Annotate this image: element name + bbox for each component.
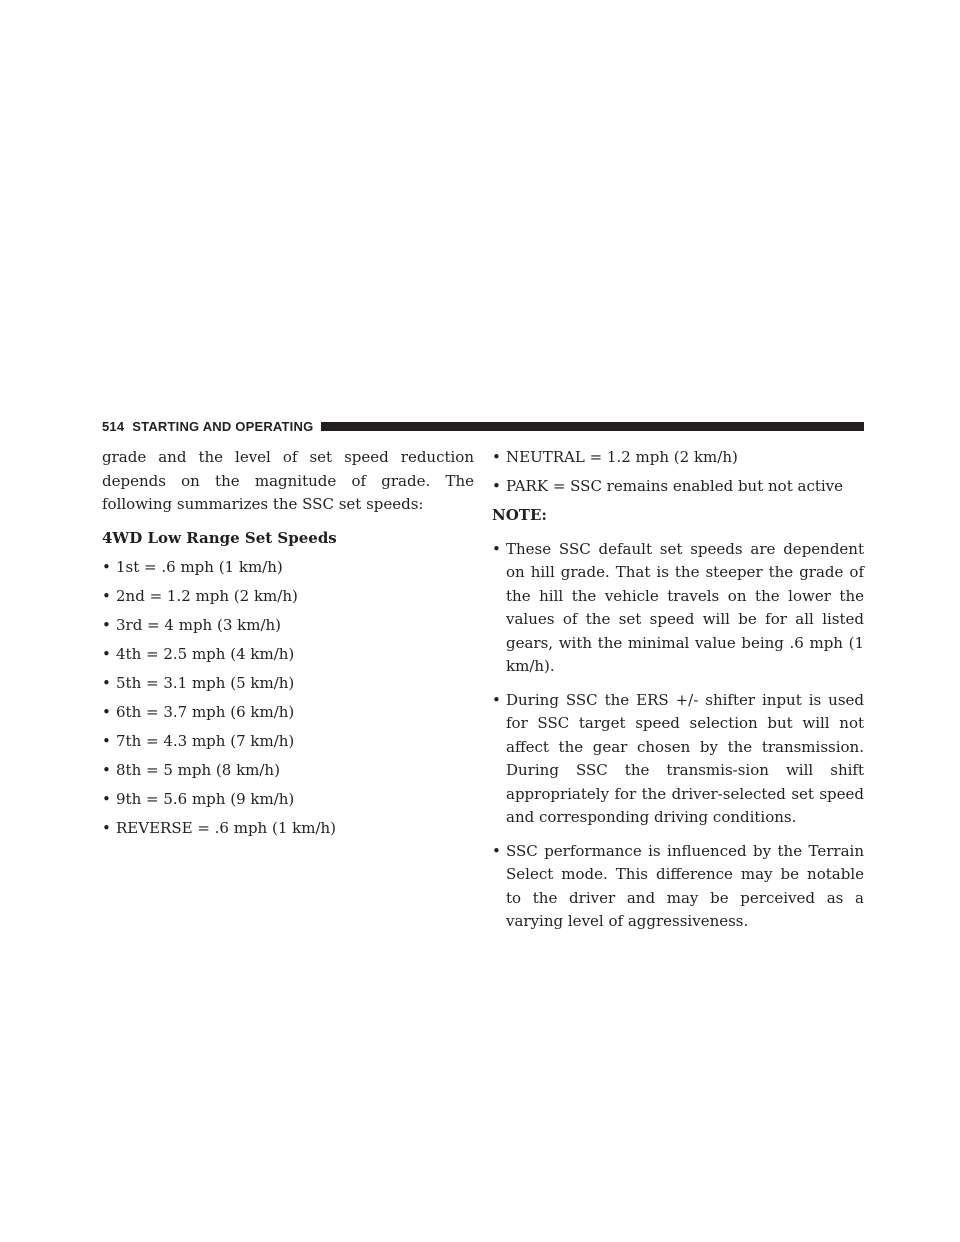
list-item: • 6th = 3.7 mph (6 km/h)	[102, 701, 474, 725]
bullet-icon: •	[102, 674, 111, 692]
list-item: • 5th = 3.1 mph (5 km/h)	[102, 672, 474, 696]
bullet-icon: •	[102, 703, 111, 721]
note-item: • SSC performance is influenced by the Terrain Select mode. This difference may be notable to the driver and may be perceived as a varying level of aggressiveness.	[492, 841, 864, 930]
bullet-icon: •	[102, 558, 111, 576]
bullet-icon: •	[102, 616, 111, 634]
bullet-icon: •	[492, 448, 501, 466]
bullet-icon: •	[102, 587, 111, 605]
list-item: • PARK = SSC remains enabled but not active	[492, 475, 864, 499]
bullet-icon: •	[102, 732, 111, 750]
gear-speed-list-continued	[492, 446, 864, 499]
gear-speed-list	[102, 556, 474, 841]
list-item: • NEUTRAL = 1.2 mph (2 km/h)	[492, 446, 864, 470]
list-item: • 2nd = 1.2 mph (2 km/h)	[102, 585, 474, 609]
bullet-icon: •	[492, 841, 501, 860]
bullet-icon: •	[102, 790, 111, 808]
bullet-icon: •	[492, 477, 501, 495]
bullet-icon: •	[102, 819, 111, 837]
list-item: • 4th = 2.5 mph (4 km/h)	[102, 643, 474, 667]
list-item: • 9th = 5.6 mph (9 km/h)	[102, 788, 474, 812]
header-rule	[321, 422, 864, 431]
bullet-icon: •	[492, 539, 501, 558]
list-item: • 3rd = 4 mph (3 km/h)	[102, 614, 474, 638]
note-list	[492, 538, 864, 934]
set-speeds-heading: 4WD Low Range Set Speeds	[102, 528, 337, 547]
note-label: NOTE:	[492, 506, 547, 524]
list-item: • 8th = 5 mph (8 km/h)	[102, 759, 474, 783]
page-number: 514	[102, 418, 125, 434]
note-item: • These SSC default set speeds are dependent on hill grade. That is the steeper the grade of the hill the vehicle travels on the lower the values of the set speed will be for all listed gears, with the minimal value being .6 mph (1 km/h).	[492, 539, 864, 675]
note-item: • During SSC the ERS +/- shifter input is used for SSC target speed selection but will not affect the gear chosen by the transmission. During SSC the transmis-sion will shift appropriately for the driver-selected set speed and corresponding driving conditions.	[492, 690, 864, 826]
page-header	[102, 414, 864, 438]
right-column	[492, 446, 864, 944]
left-column	[102, 446, 474, 846]
bullet-icon: •	[102, 761, 111, 779]
bullet-icon: •	[492, 690, 501, 709]
list-item: • 7th = 4.3 mph (7 km/h)	[102, 730, 474, 754]
section-title: STARTING AND OPERATING	[132, 418, 314, 434]
intro-paragraph: grade and the level of set speed reduction depends on the magnitude of grade. The following summarizes the SSC set speeds:	[102, 448, 474, 513]
list-item: • 1st = .6 mph (1 km/h)	[102, 556, 474, 580]
bullet-icon: •	[102, 645, 111, 663]
list-item: • REVERSE = .6 mph (1 km/h)	[102, 817, 474, 841]
